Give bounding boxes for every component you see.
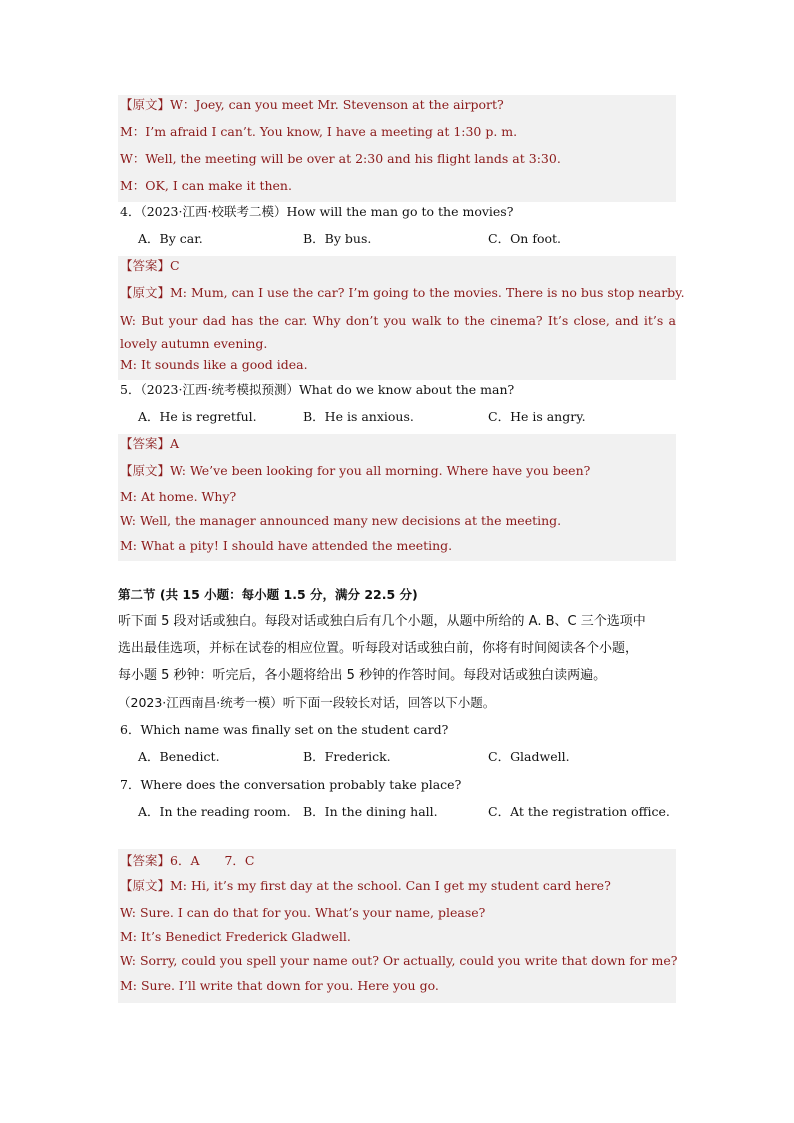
transcript-line: 【原文】W：Joey, can you meet Mr. Stevenson at the airport? <box>118 95 676 122</box>
option-a: A．Benedict. <box>138 749 220 764</box>
question-4-options <box>118 229 676 256</box>
answer-label: 【答案】6．A 7．C <box>118 849 676 876</box>
transcript-line: W: Sorry, could you spell your name out? Or actually, could you write that down for me? <box>118 951 676 976</box>
option-b: B．Frederick. <box>303 749 391 764</box>
option-b: B．By bus. <box>303 231 372 246</box>
transcript-line: M: It sounds like a good idea. <box>118 355 676 380</box>
section-2-source: （2023·江西南昌·统考一模）听下面一段较长对话，回答以下小题。 <box>118 695 496 710</box>
question-6-stem: 6．Which name was finally set on the student card? <box>120 722 449 737</box>
section-2-title: 第二节 (共 15 小题：每小题 1.5 分，满分 22.5 分) <box>118 587 418 602</box>
exam-page <box>118 95 685 1003</box>
transcript-line: M: It’s Benedict Frederick Gladwell. <box>118 927 676 951</box>
transcript-line: 【原文】W: We’ve been looking for you all morning. Where have you been? <box>118 461 676 487</box>
question-7-options <box>118 798 676 825</box>
transcript-line: 【原文】M: Mum, can I use the car? I’m going to the movies. There is no bus stop nearby. <box>118 283 676 309</box>
option-c: C．He is angry. <box>488 409 586 424</box>
option-b: B．In the dining hall. <box>303 804 438 819</box>
transcript-line: M: What a pity! I should have attended the meeting. <box>118 536 676 561</box>
option-c: C．Gladwell. <box>488 749 570 764</box>
transcript-line: M: Sure. I’ll write that down for you. Here you go. <box>118 976 676 1003</box>
answer-block-q6-q7 <box>118 849 676 1003</box>
transcript-line: W: Well, the manager announced many new decisions at the meeting. <box>118 511 676 536</box>
section-2-instruction: 听下面 5 段对话或独白。每段对话或独白后有几个小题，从题中所给的 A. B、C 三个选项中 <box>118 614 646 629</box>
option-b: B．He is anxious. <box>303 409 414 424</box>
option-c: C．At the registration office. <box>488 804 670 819</box>
transcript-line: W: But your dad has the car. Why don’t you walk to the cinema? It’s close, and it’s a lovely autumn evening. <box>118 309 676 355</box>
question-5-options <box>118 407 676 434</box>
transcript-line: M: At home. Why? <box>118 487 676 511</box>
question-4-stem: 4．（2023·江西·校联考二模）How will the man go to the movies? <box>120 204 514 219</box>
option-a: A．He is regretful. <box>138 409 257 424</box>
question-7-stem: 7．Where does the conversation probably take place? <box>120 777 462 792</box>
question-6-options <box>118 743 676 771</box>
transcript-line: 【原文】M: Hi, it’s my first day at the school. Can I get my student card here? <box>118 876 676 903</box>
option-c: C．On foot. <box>488 231 562 246</box>
section-2-instruction: 每小题 5 秒钟：听完后，各小题将给出 5 秒钟的作答时间。每段对话或独白读两遍。 <box>118 668 607 683</box>
option-a: A．By car. <box>138 231 203 246</box>
option-a: A．In the reading room. <box>138 804 291 819</box>
answer-block-q5 <box>118 434 676 561</box>
answer-block-q4 <box>118 256 685 380</box>
section-2-instruction: 选出最佳选项，并标在试卷的相应位置。听每段对话或独白前，你将有时间阅读各个小题， <box>118 641 639 656</box>
answer-label: 【答案】C <box>118 256 676 283</box>
question-5-stem: 5．（2023·江西·统考模拟预测）What do we know about the man? <box>120 382 515 397</box>
transcript-line: W: Sure. I can do that for you. What’s your name, please? <box>118 903 676 927</box>
answer-label: 【答案】A <box>118 434 676 461</box>
transcript-line: W：Well, the meeting will be over at 2:30 and his flight lands at 3:30. <box>118 149 676 176</box>
transcript-line: M：OK, I can make it then. <box>118 176 676 202</box>
transcript-block-q3 <box>118 95 676 202</box>
transcript-line: M：I’m afraid I can’t. You know, I have a meeting at 1:30 p. m. <box>118 122 676 149</box>
